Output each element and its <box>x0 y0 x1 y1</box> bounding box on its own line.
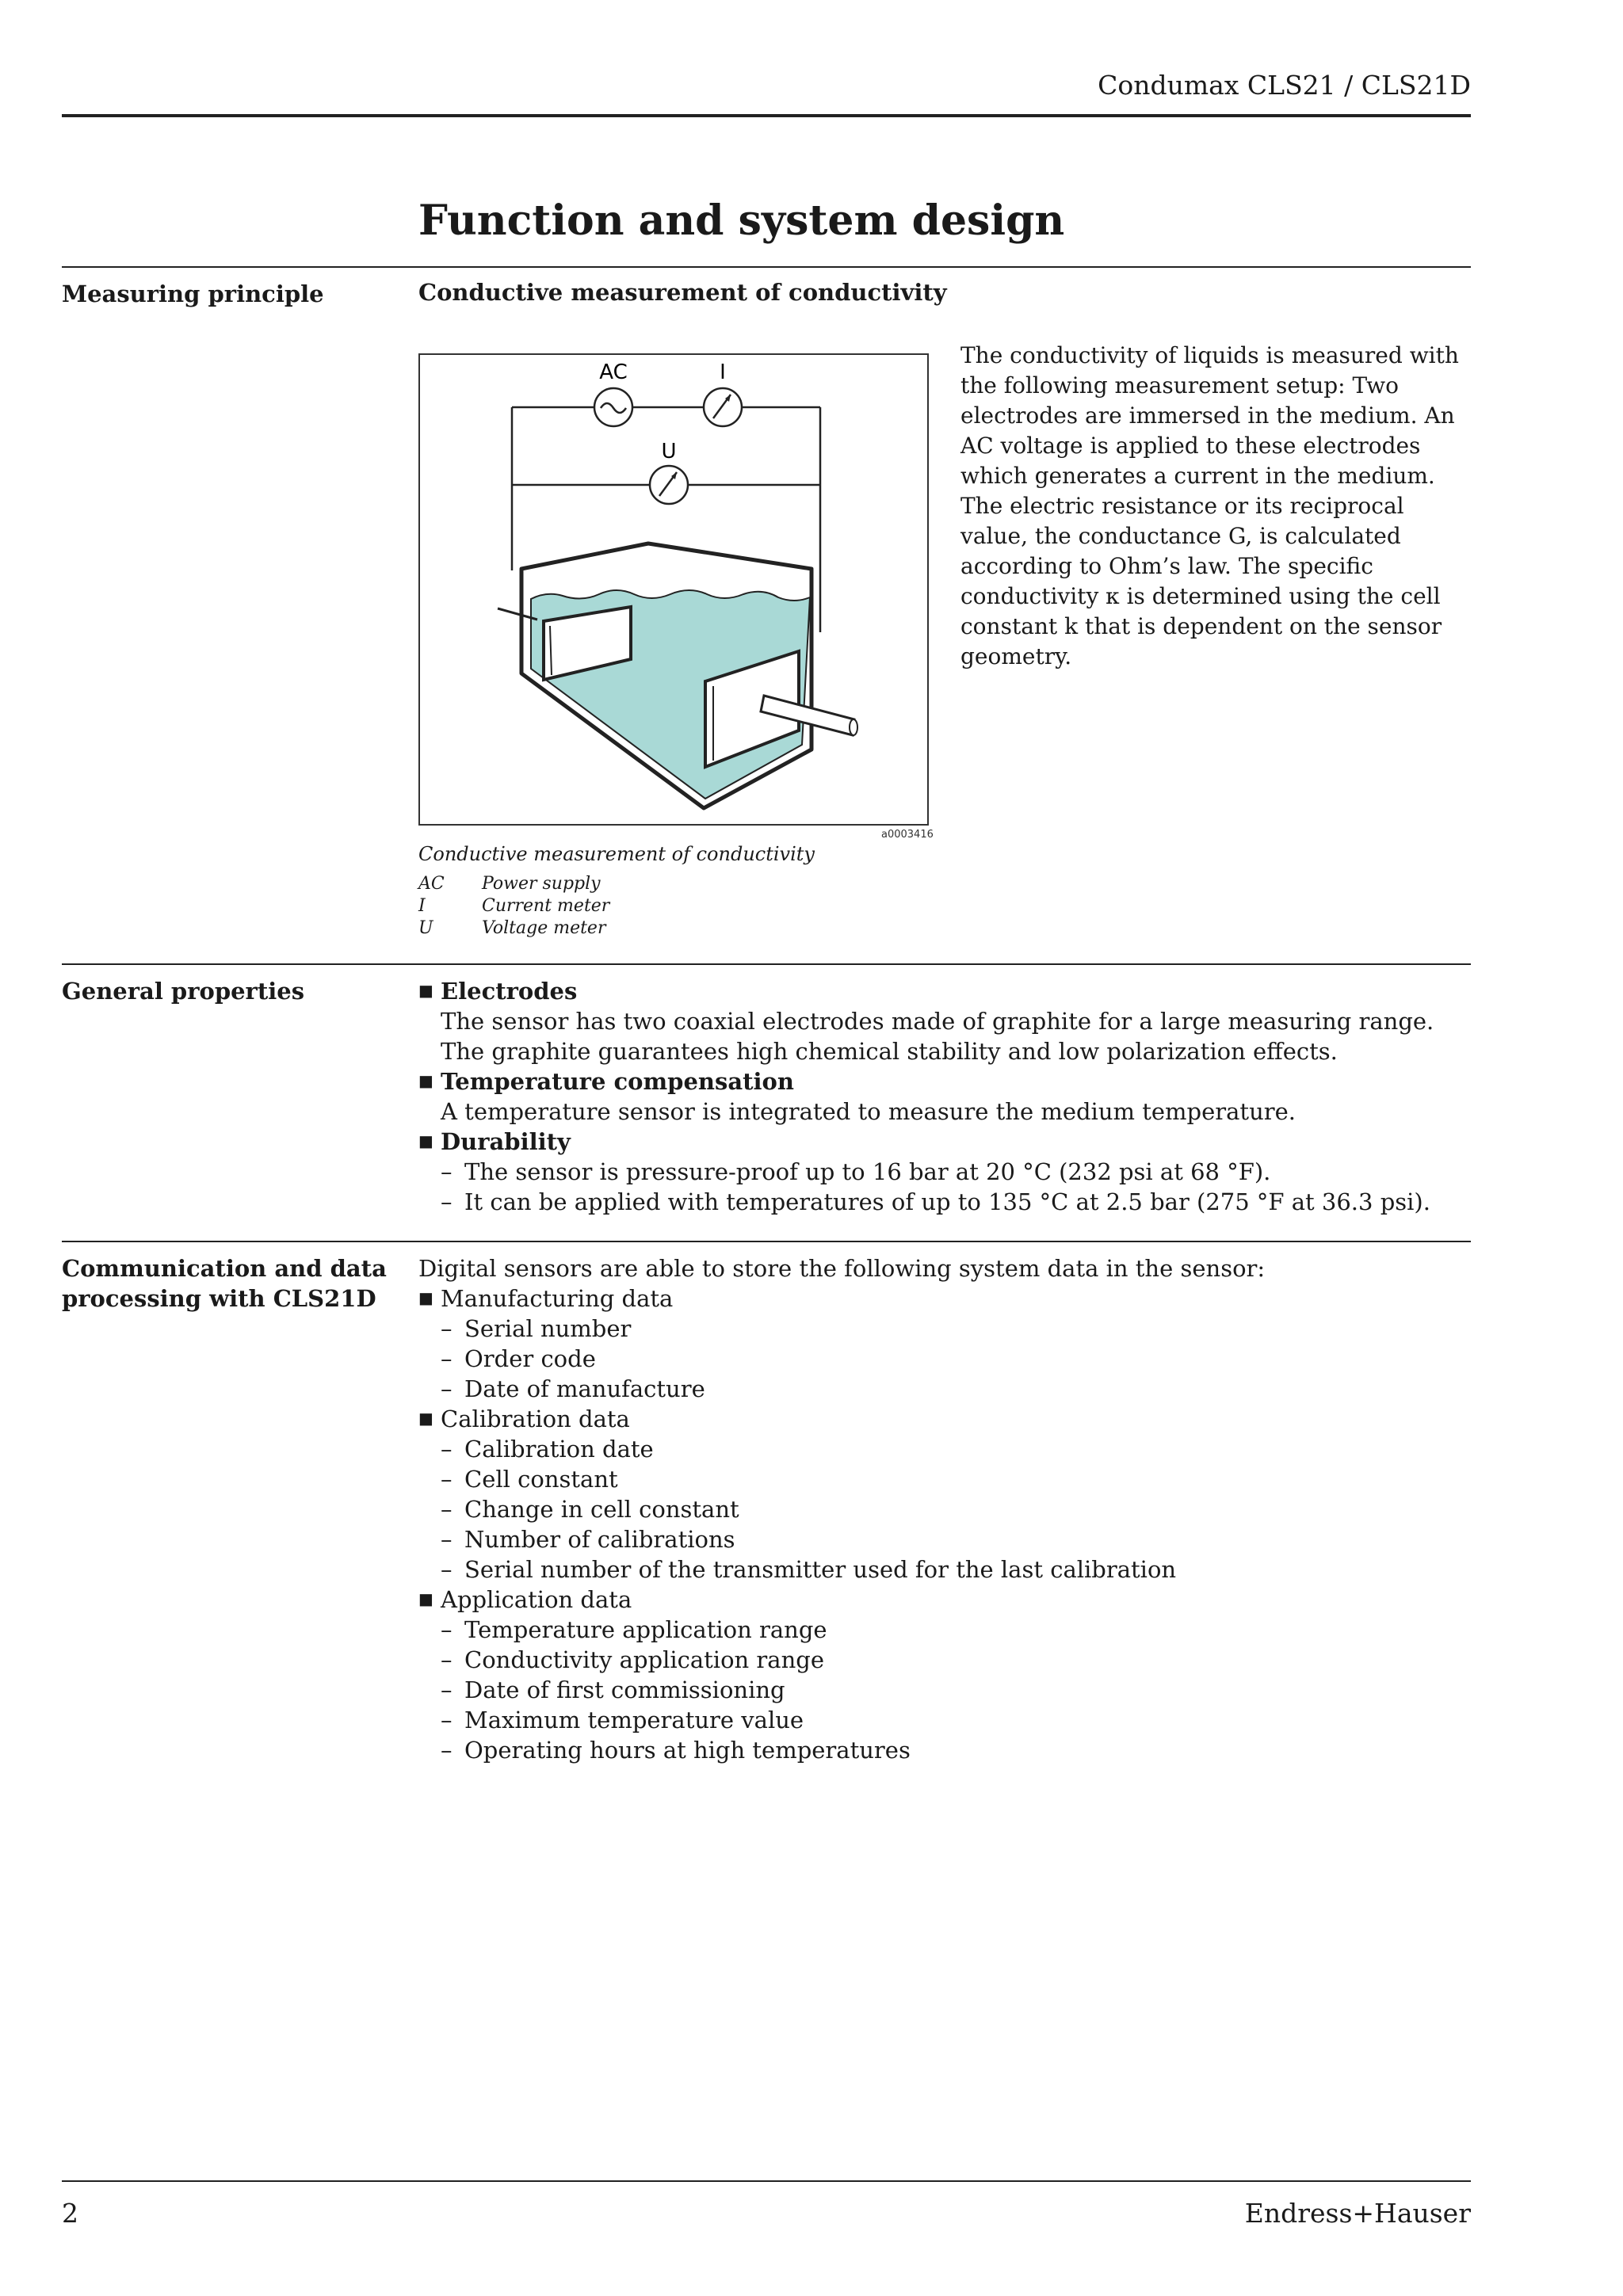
list-subitem: – Change in cell constant <box>418 1494 1265 1524</box>
communication-list <box>418 1253 1265 1765</box>
current-meter-icon <box>704 388 742 426</box>
voltage-meter-icon <box>650 466 688 504</box>
figure-caption: Conductive measurement of conductivity <box>418 843 815 865</box>
list-item: ■ Calibration data <box>418 1404 1265 1434</box>
section-rule <box>62 1241 1471 1242</box>
communication-label-line: Communication and data <box>62 1255 387 1282</box>
brand-name: Endress+Hauser <box>1244 2198 1471 2229</box>
list-subitem: – It can be applied with temperatures of up to 135 °C at 2.5 bar (275 °F at 36.3 psi). <box>418 1187 1434 1217</box>
general-properties-list <box>418 976 1434 1217</box>
measuring-principle-text <box>960 341 1474 672</box>
list-text: The sensor has two coaxial electrodes made of graphite for a large measuring range. <box>441 1008 1434 1035</box>
list-item: ■ Temperature compensation <box>418 1066 1434 1097</box>
paragraph: The conductivity of liquids is measured with the following measurement setup: Two electrodes are immersed in the medium. An AC voltage is applied to these electrodes which generates a current in the medium. <box>960 342 1459 489</box>
figure-id: a0003416 <box>881 829 934 841</box>
conductivity-figure <box>418 353 929 826</box>
list-subitem: – Conductivity application range <box>418 1645 1265 1675</box>
paragraph: The electric resistance or its reciprocal value, the conductance G, is calculated according to Ohm’s law. The specific conductivity κ is determined using the cell constant k that is dependent on the sensor geometry. <box>960 493 1442 669</box>
list-text: A temperature sensor is integrated to measure the medium temperature. <box>441 1098 1296 1125</box>
list-subitem: – Serial number of the transmitter used for the last calibration <box>418 1554 1265 1585</box>
list-subitem: – Order code <box>418 1344 1265 1374</box>
list-subitem: – Maximum temperature value <box>418 1705 1265 1735</box>
page-number: 2 <box>62 2198 78 2229</box>
legend-text: Power supply <box>482 874 601 894</box>
list-subitem: – Date of first commissioning <box>418 1675 1265 1705</box>
list-subitem: – The sensor is pressure-proof up to 16 bar at 20 °C (232 psi at 68 °F). <box>418 1157 1434 1187</box>
communication-label-line: processing with CLS21D <box>62 1285 376 1312</box>
label-ac: AC <box>599 360 628 384</box>
figure-legend <box>418 873 609 940</box>
legend-row <box>418 873 609 895</box>
list-subitem: – Temperature application range <box>418 1615 1265 1645</box>
list-subitem: – Operating hours at high temperatures <box>418 1735 1265 1765</box>
measuring-principle-label: Measuring principle <box>62 280 324 307</box>
list-item: ■ Electrodes <box>418 976 1434 1006</box>
legend-row <box>418 895 609 917</box>
communication-intro: Digital sensors are able to store the following system data in the sensor: <box>418 1255 1266 1282</box>
legend-text: Voltage meter <box>482 918 606 938</box>
page-title: Function and system design <box>418 196 1065 245</box>
legend-row <box>418 917 609 940</box>
legend-key: I <box>418 896 426 916</box>
label-i: I <box>720 360 726 384</box>
measuring-principle-subtitle: Conductive measurement of conductivity <box>418 279 947 306</box>
footer-rule <box>62 2180 1471 2182</box>
list-item: ■ Application data <box>418 1585 1265 1615</box>
communication-label <box>62 1253 395 1314</box>
header-rule <box>62 114 1471 117</box>
section-rule <box>62 266 1471 268</box>
list-item: ■ Manufacturing data <box>418 1283 1265 1314</box>
legend-text: Current meter <box>482 896 610 916</box>
label-u: U <box>661 440 677 463</box>
legend-key: AC <box>418 874 445 894</box>
section-rule <box>62 963 1471 965</box>
legend-key: U <box>418 918 433 938</box>
document-header: Condumax CLS21 / CLS21D <box>1098 70 1471 101</box>
list-subitem: – Date of manufacture <box>418 1374 1265 1404</box>
list-subitem: – Calibration date <box>418 1434 1265 1464</box>
list-subitem: – Serial number <box>418 1314 1265 1344</box>
conductivity-diagram <box>420 355 927 824</box>
ac-source-icon <box>594 388 632 426</box>
list-subitem: – Number of calibrations <box>418 1524 1265 1554</box>
list-item: ■ Durability <box>418 1127 1434 1157</box>
list-subitem: – Cell constant <box>418 1464 1265 1494</box>
list-text: The graphite guarantees high chemical stability and low polarization effects. <box>441 1038 1338 1065</box>
general-properties-label: General properties <box>62 978 305 1005</box>
